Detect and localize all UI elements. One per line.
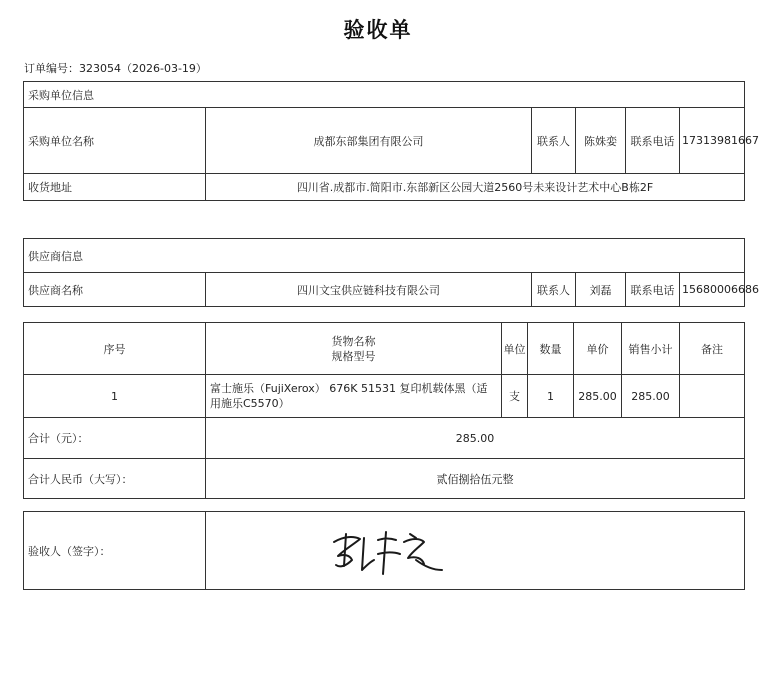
header-subtotal: 销售小计 (622, 323, 680, 375)
purchaser-contact: 陈姝娈 (576, 108, 626, 174)
header-price: 单价 (574, 323, 622, 375)
goods-table (23, 322, 745, 499)
address-label: 收货地址 (24, 174, 206, 201)
supplier-section-label: 供应商信息 (24, 239, 745, 273)
document-title: 验收单 (343, 18, 413, 42)
header-qty: 数量 (528, 323, 574, 375)
row-remark (680, 375, 745, 418)
row-subtotal: 285.00 (622, 375, 680, 418)
header-goods-name-line2: 规格型号 (331, 349, 376, 363)
header-goods-name-line1: 货物名称 (331, 334, 376, 348)
row-unit: 支 (502, 375, 528, 418)
supplier-contact-label: 联系人 (532, 273, 576, 307)
purchaser-info-table (23, 81, 759, 201)
row-qty: 1 (528, 375, 574, 418)
delivery-address: 四川省.成都市.简阳市.东部新区公园大道2560号未来设计艺术中心B栋2F (206, 174, 745, 201)
handwritten-signature (320, 520, 450, 582)
header-unit: 单位 (502, 323, 528, 375)
supplier-phone: 15680006686 (680, 273, 745, 307)
row-seq: 1 (24, 375, 206, 418)
purchaser-name-label: 采购单位名称 (24, 108, 206, 174)
order-number: 订单编号：323054（2026-03-19） (24, 62, 207, 75)
supplier-phone-label: 联系电话 (626, 273, 680, 307)
total-label: 合计（元）： (24, 418, 206, 459)
table-row (24, 375, 745, 418)
header-seq: 序号 (24, 323, 206, 375)
total-rmb-label: 合计人民币（大写）： (24, 459, 206, 499)
purchaser-phone: 17313981667 (680, 108, 745, 174)
total-amount: 285.00 (206, 418, 745, 459)
purchaser-phone-label: 联系电话 (626, 108, 680, 174)
signature-table (23, 511, 745, 590)
header-remark: 备注 (680, 323, 745, 375)
row-goods-name: 富士施乐（FujiXerox） 676K 51531 复印机载体黑（适用施乐C5570） (206, 375, 502, 418)
supplier-info-table (23, 238, 759, 307)
total-rmb-amount: 贰佰捌拾伍元整 (206, 459, 745, 499)
supplier-name: 四川文宝供应链科技有限公司 (206, 273, 532, 307)
purchaser-contact-label: 联系人 (532, 108, 576, 174)
goods-header-row (24, 323, 745, 375)
signature-area (206, 512, 745, 590)
purchaser-name: 成都东部集团有限公司 (206, 108, 532, 174)
header-goods-name (206, 323, 502, 375)
purchaser-section-label: 采购单位信息 (24, 82, 745, 108)
row-price: 285.00 (574, 375, 622, 418)
signer-label: 验收人（签字）： (24, 512, 206, 590)
supplier-name-label: 供应商名称 (24, 273, 206, 307)
supplier-contact: 刘磊 (576, 273, 626, 307)
